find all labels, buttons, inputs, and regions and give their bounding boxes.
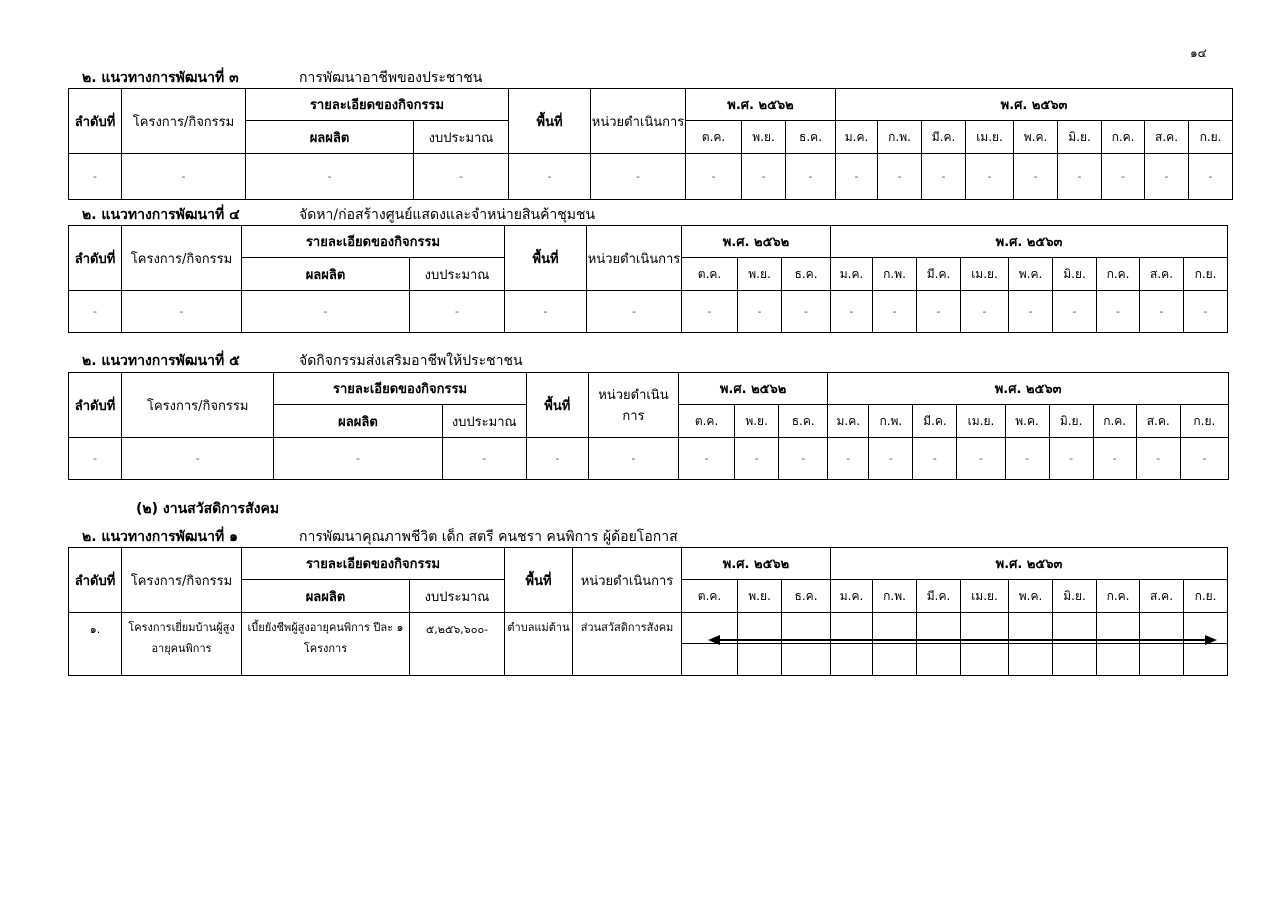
- header-project: โครงการ/กิจกรรม: [122, 89, 246, 154]
- month-apr: เม.ย.: [957, 405, 1005, 438]
- header-year-2562: พ.ศ. ๒๕๖๒: [682, 226, 831, 258]
- header-year-2563: พ.ศ. ๒๕๖๓: [831, 548, 1228, 580]
- month-aug: ส.ค.: [1145, 121, 1189, 154]
- empty-cell: -: [526, 438, 588, 480]
- empty-cell: -: [69, 154, 122, 200]
- month-jun: มิ.ย.: [1053, 580, 1097, 613]
- empty-cell: -: [122, 438, 274, 480]
- table-row: [69, 613, 1228, 644]
- empty-cell: -: [69, 438, 122, 480]
- month-cell: [782, 644, 831, 676]
- month-feb: ก.พ.: [873, 580, 917, 613]
- month-cell: [1097, 613, 1140, 644]
- empty-cell: -: [922, 154, 966, 200]
- month-aug: ส.ค.: [1136, 405, 1180, 438]
- month-sep: ก.ย.: [1189, 121, 1233, 154]
- header-budget: งบประมาณ: [410, 580, 505, 613]
- month-cell: [1009, 644, 1053, 676]
- month-nov: พ.ย.: [738, 580, 782, 613]
- month-aug: ส.ค.: [1140, 580, 1184, 613]
- month-cell: [873, 613, 917, 644]
- month-may: พ.ค.: [1009, 258, 1053, 291]
- section-description: การพัฒนาคุณภาพชีวิต เด็ก สตรี คนชรา คนพิการ ผู้ด้อยโอกาส: [299, 529, 678, 545]
- header-year-2562: พ.ศ. ๒๕๖๒: [679, 373, 828, 405]
- month-jan: ม.ค.: [831, 580, 873, 613]
- empty-cell: -: [122, 154, 246, 200]
- empty-cell: -: [786, 154, 836, 200]
- month-apr: เม.ย.: [961, 580, 1009, 613]
- month-cell: [961, 613, 1009, 644]
- empty-cell: -: [735, 438, 779, 480]
- table-row: [69, 154, 1233, 200]
- header-area: พื้นที่: [505, 548, 573, 613]
- month-dec: ธ.ค.: [786, 121, 836, 154]
- empty-cell: -: [1093, 438, 1136, 480]
- empty-cell: -: [679, 438, 735, 480]
- month-nov: พ.ย.: [735, 405, 779, 438]
- month-mar: มี.ค.: [917, 580, 961, 613]
- month-dec: ธ.ค.: [782, 258, 831, 291]
- month-may: พ.ค.: [1014, 121, 1058, 154]
- header-output: ผลผลิต: [274, 405, 442, 438]
- header-project: โครงการ/กิจกรรม: [122, 226, 242, 291]
- header-project: โครงการ/กิจกรรม: [122, 373, 274, 438]
- month-cell: [738, 644, 782, 676]
- month-cell: [1053, 644, 1097, 676]
- empty-cell: -: [782, 291, 831, 333]
- empty-cell: -: [686, 154, 742, 200]
- month-dec: ธ.ค.: [779, 405, 828, 438]
- empty-cell: -: [505, 291, 587, 333]
- empty-cell: -: [828, 438, 869, 480]
- month-jan: ม.ค.: [831, 258, 873, 291]
- section-label: ๒. แนวทางการพัฒนาที่ ๑: [82, 529, 238, 545]
- month-mar: มี.ค.: [913, 405, 957, 438]
- month-apr: เม.ย.: [966, 121, 1014, 154]
- empty-cell: -: [1097, 291, 1140, 333]
- month-jul: ก.ค.: [1093, 405, 1136, 438]
- month-feb: ก.พ.: [873, 258, 917, 291]
- empty-cell: -: [122, 291, 242, 333]
- empty-cell: -: [869, 438, 913, 480]
- plan-table: [68, 88, 1233, 200]
- header-order: ลำดับที่: [69, 548, 122, 613]
- empty-cell: -: [738, 291, 782, 333]
- empty-cell: -: [1049, 438, 1093, 480]
- section-description: จัดหา/ก่อสร้างศูนย์แสดงและจำหน่ายสินค้าชุมชน: [299, 207, 596, 223]
- empty-cell: -: [1140, 291, 1184, 333]
- header-details: รายละเอียดของกิจกรรม: [242, 226, 505, 258]
- table-row: [69, 291, 1228, 333]
- month-cell: [961, 644, 1009, 676]
- month-cell: [1184, 644, 1228, 676]
- month-cell: [917, 613, 961, 644]
- empty-cell: -: [836, 154, 878, 200]
- month-aug: ส.ค.: [1140, 258, 1184, 291]
- empty-cell: -: [69, 291, 122, 333]
- row-project: โครงการเยี่ยมบ้านผู้สูงอายุคนพิการ: [122, 613, 242, 676]
- empty-cell: -: [1102, 154, 1145, 200]
- month-cell: [1184, 613, 1228, 644]
- empty-cell: -: [442, 438, 526, 480]
- empty-cell: -: [509, 154, 591, 200]
- header-budget: งบประมาณ: [414, 121, 509, 154]
- empty-cell: -: [961, 291, 1009, 333]
- section-label: ๒. แนวทางการพัฒนาที่ ๔: [82, 207, 240, 223]
- month-apr: เม.ย.: [961, 258, 1009, 291]
- header-output: ผลผลิต: [242, 580, 410, 613]
- header-unit: หน่วยดำเนินการ: [573, 548, 682, 613]
- section-description: จัดกิจกรรมส่งเสริมอาชีพให้ประชาชน: [299, 353, 523, 369]
- row-area: ตำบลแม่ต้าน: [505, 613, 573, 676]
- month-sep: ก.ย.: [1184, 580, 1228, 613]
- month-nov: พ.ย.: [738, 258, 782, 291]
- section-title: [82, 526, 678, 548]
- page-number: ๑๔: [1190, 46, 1207, 60]
- header-details: รายละเอียดของกิจกรรม: [246, 89, 509, 121]
- month-jan: ม.ค.: [836, 121, 878, 154]
- subsection-title: (๒) งานสวัสดิการสังคม: [136, 501, 280, 517]
- header-unit: หน่วยดำเนินการ: [587, 226, 682, 291]
- empty-cell: -: [1014, 154, 1058, 200]
- month-cell: [1053, 613, 1097, 644]
- month-feb: ก.พ.: [878, 121, 922, 154]
- month-jul: ก.ค.: [1097, 580, 1140, 613]
- month-jul: ก.ค.: [1102, 121, 1145, 154]
- header-project: โครงการ/กิจกรรม: [122, 548, 242, 613]
- empty-cell: -: [1009, 291, 1053, 333]
- plan-table: [68, 372, 1229, 480]
- header-area: พื้นที่: [509, 89, 591, 154]
- row-unit: ส่วนสวัสดิการสังคม: [573, 613, 682, 676]
- section-description: การพัฒนาอาชีพของประชาชน: [299, 70, 483, 86]
- month-cell: [682, 613, 738, 644]
- month-nov: พ.ย.: [742, 121, 786, 154]
- month-cell: [782, 613, 831, 644]
- empty-cell: -: [1053, 291, 1097, 333]
- month-cell: [1140, 613, 1184, 644]
- row-output: เบี้ยยังชีพผู้สูงอายุคนพิการ ปีละ ๑ โครงการ: [242, 613, 410, 676]
- empty-cell: -: [591, 154, 686, 200]
- month-cell: [1009, 613, 1053, 644]
- month-cell: [1097, 644, 1140, 676]
- empty-cell: -: [410, 291, 505, 333]
- header-area: พื้นที่: [505, 226, 587, 291]
- empty-cell: -: [966, 154, 1014, 200]
- empty-cell: -: [873, 291, 917, 333]
- month-oct: ต.ค.: [682, 258, 738, 291]
- section-title: [82, 350, 523, 372]
- month-jul: ก.ค.: [1097, 258, 1140, 291]
- month-cell: [917, 644, 961, 676]
- empty-cell: -: [1058, 154, 1102, 200]
- month-sep: ก.ย.: [1184, 258, 1228, 291]
- header-year-2563: พ.ศ. ๒๕๖๓: [831, 226, 1228, 258]
- section-label: ๒. แนวทางการพัฒนาที่ ๓: [82, 70, 239, 86]
- header-output: ผลผลิต: [246, 121, 414, 154]
- month-sep: ก.ย.: [1180, 405, 1228, 438]
- month-oct: ต.ค.: [682, 580, 738, 613]
- header-details: รายละเอียดของกิจกรรม: [242, 548, 505, 580]
- header-order: ลำดับที่: [69, 373, 122, 438]
- section-label: ๒. แนวทางการพัฒนาที่ ๕: [82, 353, 240, 369]
- section-title: [82, 67, 483, 89]
- month-cell: [682, 644, 738, 676]
- month-oct: ต.ค.: [686, 121, 742, 154]
- header-order: ลำดับที่: [69, 226, 122, 291]
- empty-cell: -: [414, 154, 509, 200]
- empty-cell: -: [1180, 438, 1228, 480]
- empty-cell: -: [682, 291, 738, 333]
- header-budget: งบประมาณ: [442, 405, 526, 438]
- month-cell: [873, 644, 917, 676]
- header-year-2562: พ.ศ. ๒๕๖๒: [686, 89, 836, 121]
- empty-cell: -: [1189, 154, 1233, 200]
- header-unit: หน่วยดำเนินการ: [588, 373, 678, 438]
- empty-cell: -: [274, 438, 442, 480]
- header-details: รายละเอียดของกิจกรรม: [274, 373, 526, 405]
- empty-cell: -: [588, 438, 678, 480]
- month-cell: [738, 613, 782, 644]
- empty-cell: -: [1005, 438, 1049, 480]
- empty-cell: -: [742, 154, 786, 200]
- plan-table: [68, 547, 1228, 676]
- month-cell: [831, 613, 873, 644]
- empty-cell: -: [779, 438, 828, 480]
- header-output: ผลผลิต: [242, 258, 410, 291]
- month-cell: [831, 644, 873, 676]
- empty-cell: -: [878, 154, 922, 200]
- section-title: [82, 204, 596, 226]
- month-may: พ.ค.: [1005, 405, 1049, 438]
- month-mar: มี.ค.: [922, 121, 966, 154]
- month-jun: มิ.ย.: [1058, 121, 1102, 154]
- header-year-2562: พ.ศ. ๒๕๖๒: [682, 548, 831, 580]
- empty-cell: -: [246, 154, 414, 200]
- month-feb: ก.พ.: [869, 405, 913, 438]
- month-may: พ.ค.: [1009, 580, 1053, 613]
- empty-cell: -: [917, 291, 961, 333]
- month-jun: มิ.ย.: [1053, 258, 1097, 291]
- header-unit: หน่วยดำเนินการ: [591, 89, 686, 154]
- month-mar: มี.ค.: [917, 258, 961, 291]
- empty-cell: -: [1145, 154, 1189, 200]
- table-row: [69, 438, 1229, 480]
- empty-cell: -: [587, 291, 682, 333]
- month-dec: ธ.ค.: [782, 580, 831, 613]
- plan-table: [68, 225, 1228, 333]
- empty-cell: -: [242, 291, 410, 333]
- month-oct: ต.ค.: [679, 405, 735, 438]
- row-order: ๑.: [69, 613, 122, 676]
- header-order: ลำดับที่: [69, 89, 122, 154]
- empty-cell: -: [1136, 438, 1180, 480]
- header-budget: งบประมาณ: [410, 258, 505, 291]
- empty-cell: -: [831, 291, 873, 333]
- month-jun: มิ.ย.: [1049, 405, 1093, 438]
- empty-cell: -: [957, 438, 1005, 480]
- month-cell: [1140, 644, 1184, 676]
- month-jan: ม.ค.: [828, 405, 869, 438]
- header-area: พื้นที่: [526, 373, 588, 438]
- row-budget: ๕,๒๕๖,๖๐๐-: [410, 613, 505, 676]
- header-year-2563: พ.ศ. ๒๕๖๓: [836, 89, 1233, 121]
- header-year-2563: พ.ศ. ๒๕๖๓: [828, 373, 1229, 405]
- empty-cell: -: [913, 438, 957, 480]
- empty-cell: -: [1184, 291, 1228, 333]
